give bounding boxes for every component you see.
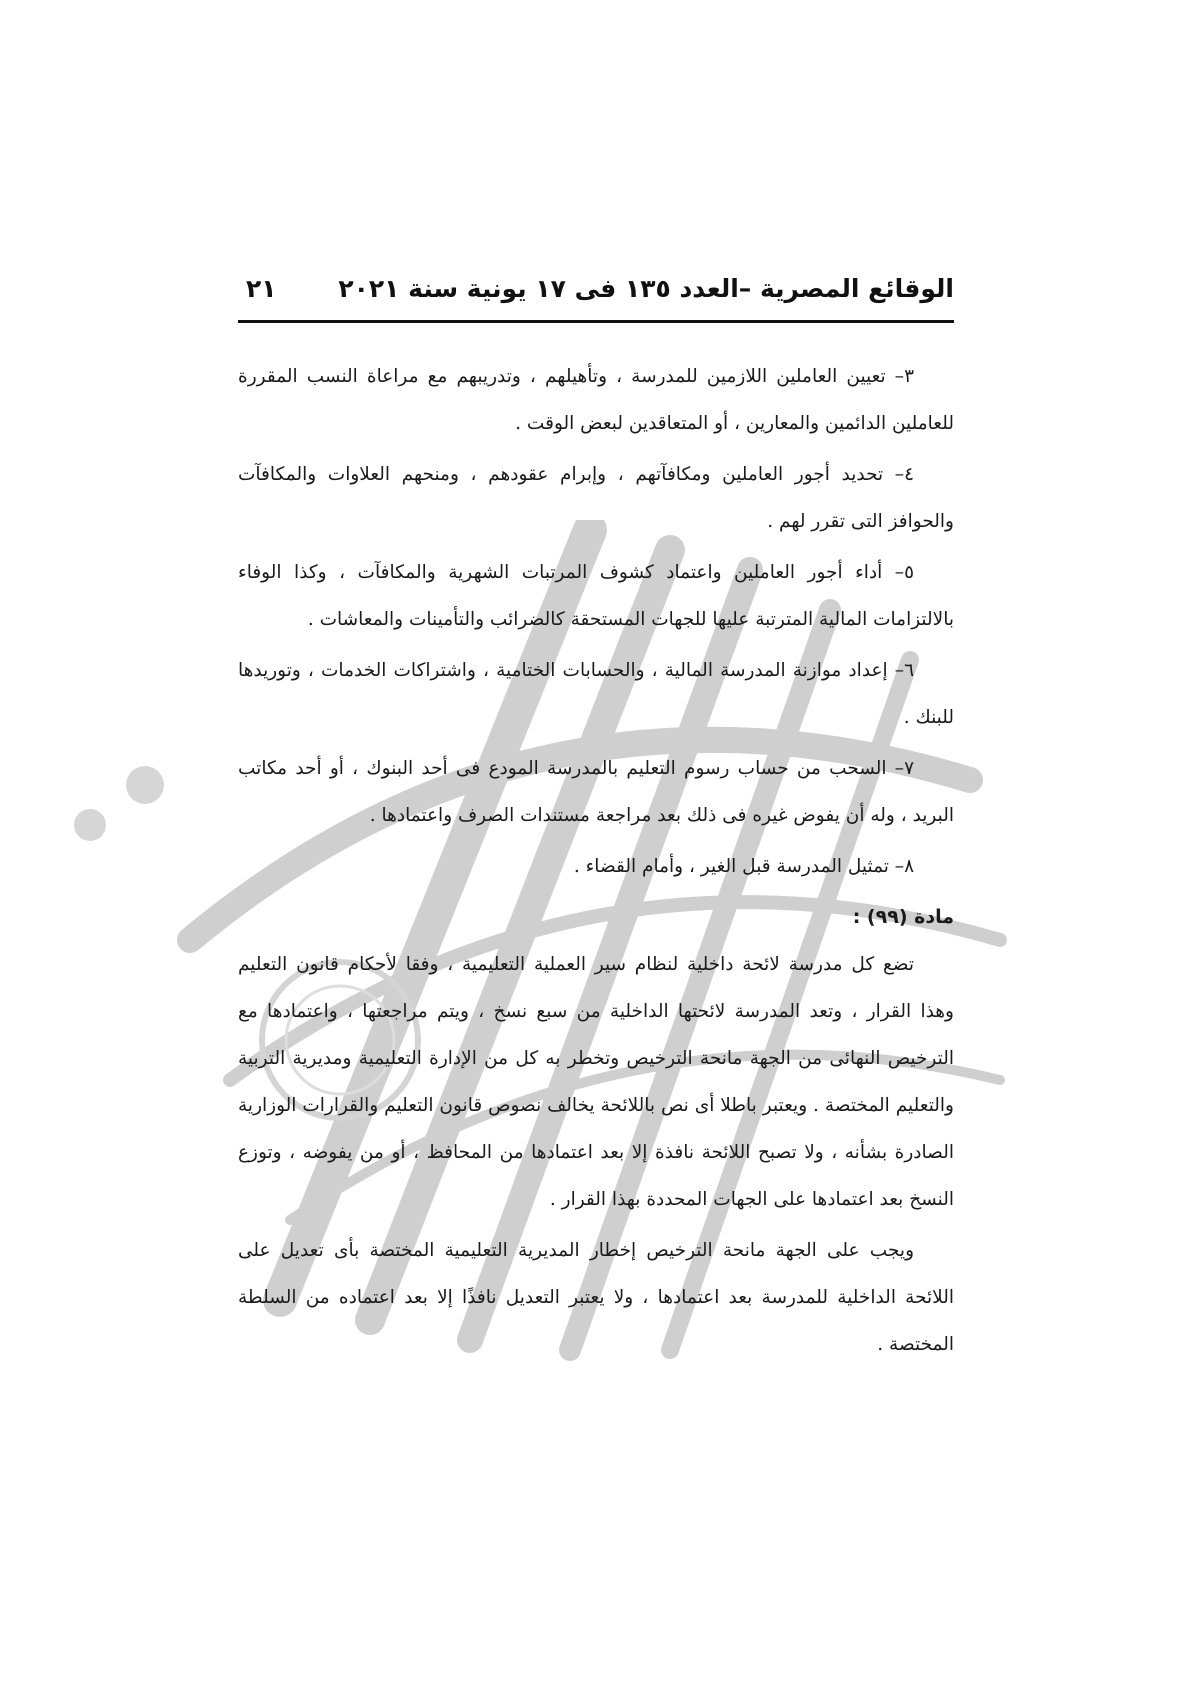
- page-content: [238, 353, 954, 1372]
- article-99-paragraph-1: تضع كل مدرسة لائحة داخلية لنظام سير العملية التعليمية ، وفقا لأحكام قانون التعليم وهذا القرار ، وتعد المدرسة لائحتها الداخلية من سبع نسخ ، ويتم مراجعتها ، واعتمادها مع الترخيص النهائى من الجهة مانحة الترخيص وتخطر به كل من الإدارة التعليمية ومديرية التربية والتعليم المختصة . ويعتبر باطلا أى نص باللائحة يخالف نصوص قانون التعليم والقرارات الوزارية الصادرة بشأنه ، ولا تصبح اللائحة نافذة إلا بعد اعتمادها من المحافظ ، أو من يفوضه ، وتوزع النسخ بعد اعتمادها على الجهات المحددة بهذا القرار .: [238, 954, 954, 1210]
- article-99-paragraph-2: ويجب على الجهة مانحة الترخيص إخطار المديرية التعليمية المختصة بأى تعديل على اللائحة الداخلية للمدرسة بعد اعتمادها ، ولا يعتبر التعديل نافذًا إلا بعد اعتماده من السلطة المختصة .: [238, 1240, 954, 1355]
- clause-4: ٤– تحديد أجور العاملين ومكافآتهم ، وإبرام عقودهم ، ومنحهم العلاوات والمكافآت والحوافز التى تقرر لهم .: [238, 464, 954, 532]
- page-header: [238, 268, 954, 323]
- gazette-title: الوقائع المصرية –العدد ١٣٥ فى ١٧ يونية سنة ٢٠٢١: [338, 274, 954, 303]
- clause-8: ٨– تمثيل المدرسة قبل الغير ، وأمام القضاء .: [573, 856, 914, 877]
- clause-7: ٧– السحب من حساب رسوم التعليم بالمدرسة المودع فى أحد البنوك ، أو أحد مكاتب البريد ، وله أن يفوض غيره فى ذلك بعد مراجعة مستندات الصرف واعتمادها .: [238, 758, 954, 826]
- clause-5: ٥– أداء أجور العاملين واعتماد كشوف المرتبات الشهرية والمكافآت ، وكذا الوفاء بالالتزامات المالية المترتبة عليها للجهات المستحقة كالضرائب والتأمينات والمعاشات .: [238, 562, 954, 630]
- clause-3: ٣– تعيين العاملين اللازمين للمدرسة ، وتأهيلهم ، وتدريبهم مع مراعاة النسب المقررة للعاملين الدائمين والمعارين ، أو المتعاقدين لبعض الوقت .: [238, 366, 954, 434]
- page-number: ٢١: [246, 274, 277, 303]
- article-99-heading: مادة (٩٩) :: [852, 906, 954, 928]
- clause-6: ٦– إعداد موازنة المدرسة المالية ، والحسابات الختامية ، واشتراكات الخدمات ، وتوريدها للبنك .: [238, 660, 954, 728]
